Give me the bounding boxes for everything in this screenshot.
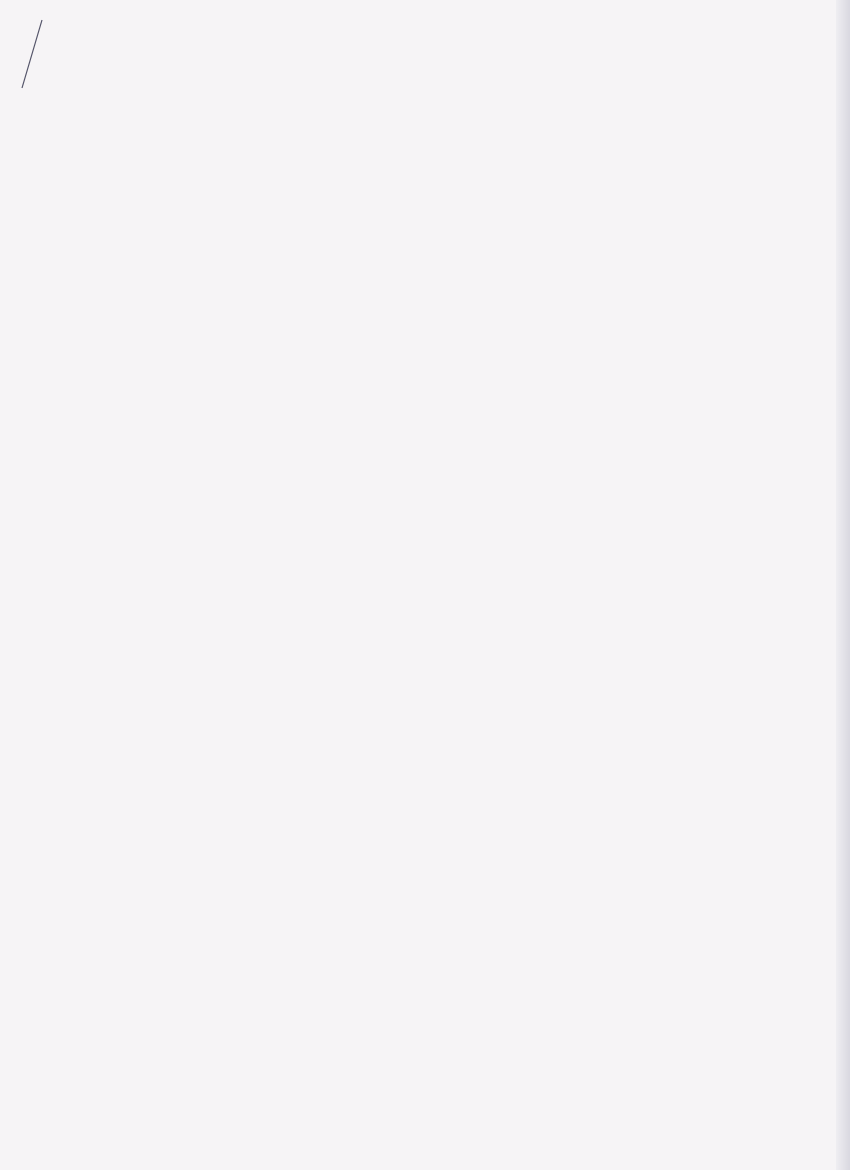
pen-stroke-mark	[22, 20, 42, 88]
